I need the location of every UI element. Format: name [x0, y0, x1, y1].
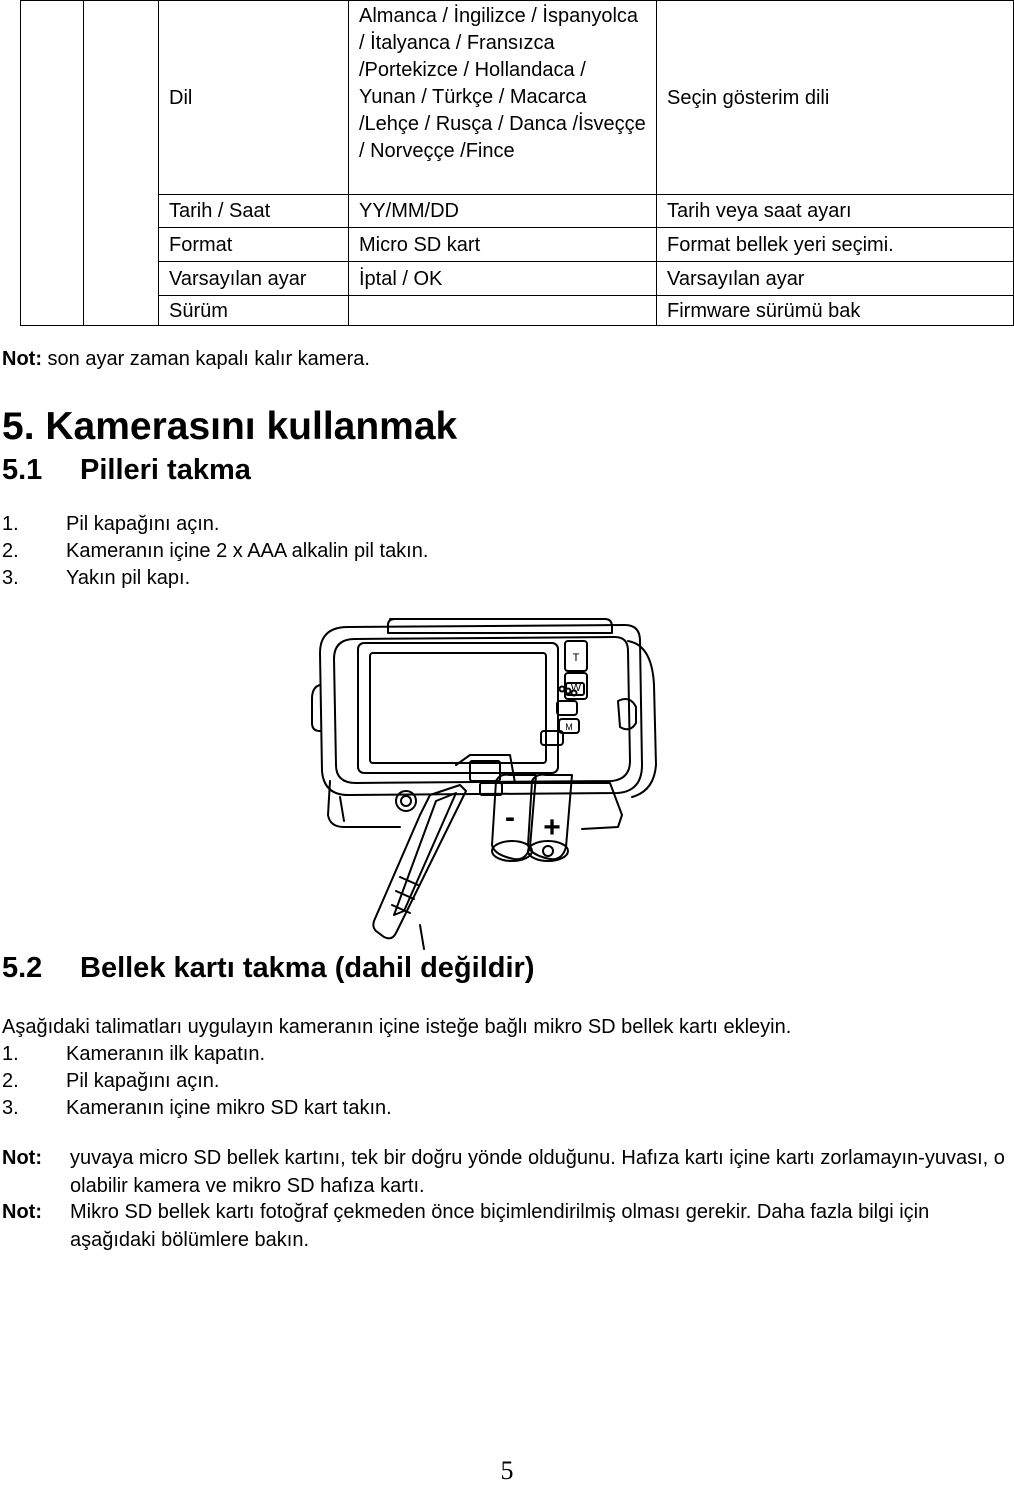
camera-bottom-left — [328, 781, 400, 827]
note-label: Not: — [2, 348, 42, 370]
setting-name: Sürüm — [159, 296, 349, 326]
list-text: Kameranın ilk kapatın. — [66, 1043, 265, 1065]
table-row — [21, 195, 1014, 228]
camera-screen — [370, 653, 546, 763]
note-text: son ayar zaman kapalı kalır kamera. — [41, 348, 370, 370]
note-sd-orientation — [2, 1144, 1010, 1200]
camera-body — [320, 625, 642, 795]
section-5-2-intro: Aşağıdaki talimatları uygulayın kameranın içine isteğe bağlı mikro SD bellek kartı ekleyin. — [2, 1016, 792, 1038]
note-label: Not: — [2, 1201, 42, 1223]
list-text: Yakın pil kapı. — [66, 567, 191, 589]
list-item — [2, 1069, 219, 1093]
battery-positive-terminal — [543, 846, 553, 856]
note-power-off — [2, 347, 370, 371]
table-row — [21, 228, 1014, 262]
mode-button — [557, 701, 577, 715]
list-item — [2, 539, 428, 563]
compartment-edge — [456, 755, 515, 783]
setting-description: Firmware sürümü bak — [657, 296, 1014, 326]
minus-symbol: - — [505, 801, 515, 834]
screen-frame — [358, 643, 558, 773]
setting-options — [349, 296, 657, 326]
list-item — [2, 512, 219, 536]
table-empty-cell — [84, 1, 159, 326]
section-5-1-heading — [2, 453, 251, 487]
list-text: Pil kapağını açın. — [66, 513, 220, 535]
tripod-socket-inner — [401, 796, 411, 806]
list-number: 3. — [2, 1097, 19, 1119]
section-5-2-heading — [2, 951, 534, 985]
list-text: Kameranın içine 2 x AAA alkalin pil takın. — [66, 540, 429, 562]
menu-button-label: M — [565, 722, 573, 732]
note-text: yuvaya micro SD bellek kartını, tek bir doğru yönde olduğunu. Hafıza kartı içine kartı zorlamayın-yuvası, o olabilir kamera ve mikro SD hafıza kartı. — [70, 1147, 1005, 1197]
page-number: 5 — [500, 1456, 514, 1485]
section-number: 5.2 — [2, 952, 43, 984]
setting-options: Almanca / İngilizce / İspanyolca / İtalyanca / Fransızca /Portekizce / Hollandaca / Yunan / Türkçe / Macarca /Lehçe / Rusça / Danca /İsveççe / Norveççe /Fince — [349, 1, 657, 195]
side-button — [312, 685, 320, 731]
setting-name: Varsayılan ayar — [159, 262, 349, 296]
list-number: 1. — [2, 1043, 19, 1065]
note-sd-format — [2, 1198, 1010, 1254]
list-number: 2. — [2, 1070, 19, 1092]
list-text: Pil kapağını açın. — [66, 1070, 220, 1092]
camera-battery-illustration — [300, 615, 670, 950]
setting-options: Micro SD kart — [349, 228, 657, 262]
setting-name: Tarih / Saat — [159, 195, 349, 228]
list-number: 1. — [2, 513, 19, 535]
setting-description: Varsayılan ayar — [657, 262, 1014, 296]
setting-options: YY/MM/DD — [349, 195, 657, 228]
setting-description: Format bellek yeri seçimi. — [657, 228, 1014, 262]
list-number: 2. — [2, 540, 19, 562]
table-row — [21, 262, 1014, 296]
note-label: Not: — [2, 1147, 42, 1169]
led-indicator — [560, 687, 565, 692]
settings-table — [20, 0, 1014, 326]
section-number: 5.1 — [2, 454, 43, 486]
door-hinge — [420, 925, 424, 949]
setting-name: Format — [159, 228, 349, 262]
plus-symbol: + — [543, 811, 561, 844]
battery-door — [373, 785, 466, 938]
section-title: Pilleri takma — [80, 454, 251, 486]
list-item — [2, 566, 190, 590]
zoom-t-label: T — [572, 652, 580, 664]
bottom-latch — [340, 797, 344, 821]
setting-name: Dil — [159, 1, 349, 195]
strap-hole — [618, 699, 636, 729]
section-title: Bellek kartı takma (dahil değildir) — [80, 952, 535, 984]
setting-description: Seçin gösterim dili — [657, 1, 1014, 195]
note-text: Mikro SD bellek kartı fotoğraf çekmeden önce biçimlendirilmiş olması gerekir. Daha fazla bilgi için aşağıdaki bölümlere bakın. — [70, 1201, 930, 1251]
list-text: Kameranın içine mikro SD kart takın. — [66, 1097, 392, 1119]
table-empty-cell — [21, 1, 84, 326]
section-5-heading: 5. Kamerasını kullanmak — [2, 405, 458, 448]
setting-description: Tarih veya saat ayarı — [657, 195, 1014, 228]
setting-options: İptal / OK — [349, 262, 657, 296]
table-row — [21, 296, 1014, 326]
list-item — [2, 1042, 265, 1066]
list-item — [2, 1096, 392, 1120]
table-row — [21, 1, 1014, 195]
list-number: 3. — [2, 567, 19, 589]
zoom-w-label: W — [570, 682, 582, 694]
